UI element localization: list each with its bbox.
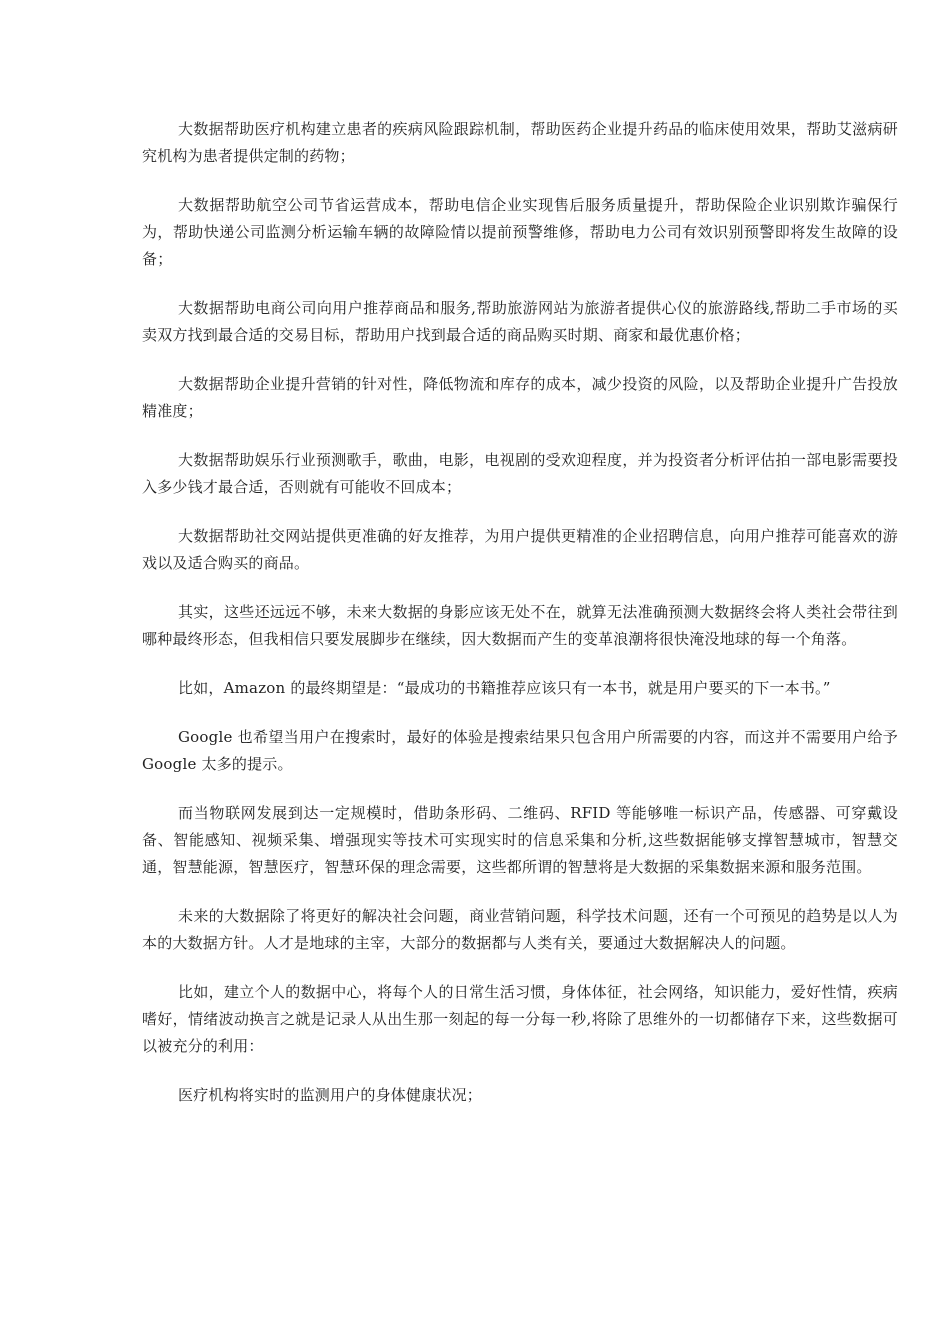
paragraph-people-oriented: 未来的大数据除了将更好的解决社会问题，商业营销问题，科学技术问题，还有一个可预见的趋势是以人为本的大数据方针。人才是地球的主宰，大部分的数据都与人类有关，要通过大数据解决人的问题。	[142, 907, 898, 952]
paragraph-marketing: 大数据帮助企业提升营销的针对性，降低物流和库存的成本，减少投资的风险，以及帮助企业提升广告投放精准度；	[142, 375, 898, 420]
paragraph-future: 其实，这些还远远不够，未来大数据的身影应该无处不在，就算无法准确预测大数据终会将人类社会带往到哪种最终形态，但我相信只要发展脚步在继续，因大数据而产生的变革浪潮将很快淹没地球的每一个角落。	[142, 603, 898, 648]
paragraph-google: Google 也希望当用户在搜索时，最好的体验是搜索结果只包含用户所需要的内容，而这并不需要用户给予 Google 太多的提示。	[142, 728, 898, 773]
paragraph-healthcare: 大数据帮助医疗机构建立患者的疾病风险跟踪机制，帮助医药企业提升药品的临床使用效果，帮助艾滋病研究机构为患者提供定制的药物；	[142, 120, 898, 165]
paragraph-enterprise: 大数据帮助航空公司节省运营成本，帮助电信企业实现售后服务质量提升，帮助保险企业识别欺诈骗保行为，帮助快递公司监测分析运输车辆的故障险情以提前预警维修，帮助电力公司有效识别预警即将发生故障的设备；	[142, 196, 898, 268]
document-body	[142, 116, 898, 1131]
paragraph-amazon: 比如，Amazon 的最终期望是：“最成功的书籍推荐应该只有一本书，就是用户要买的下一本书。”	[178, 679, 831, 697]
paragraph-personal-data: 比如，建立个人的数据中心，将每个人的日常生活习惯，身体体征，社会网络，知识能力，爱好性情，疾病嗜好，情绪波动换言之就是记录人从出生那一刻起的每一分每一秒,将除了思维外的一切都储存下来，这些数据可以被充分的利用：	[142, 983, 898, 1055]
paragraph-social: 大数据帮助社交网站提供更准确的好友推荐，为用户提供更精准的企业招聘信息，向用户推荐可能喜欢的游戏以及适合购买的商品。	[142, 527, 898, 572]
paragraph-medical-monitoring: 医疗机构将实时的监测用户的身体健康状况；	[178, 1086, 483, 1104]
paragraph-ecommerce: 大数据帮助电商公司向用户推荐商品和服务,帮助旅游网站为旅游者提供心仪的旅游路线,帮助二手市场的买卖双方找到最合适的交易目标，帮助用户找到最合适的商品购买时期、商家和最优惠价格；	[142, 299, 898, 344]
paragraph-iot: 而当物联网发展到达一定规模时，借助条形码、二维码、RFID 等能够唯一标识产品，传感器、可穿戴设备、智能感知、视频采集、增强现实等技术可实现实时的信息采集和分析,这些数据能够支撑智慧城市，智慧交通，智慧能源，智慧医疗，智慧环保的理念需要，这些都所谓的智慧将是大数据的采集数据来源和服务范围。	[142, 804, 898, 876]
paragraph-entertainment: 大数据帮助娱乐行业预测歌手，歌曲，电影，电视剧的受欢迎程度，并为投资者分析评估拍一部电影需要投入多少钱才最合适，否则就有可能收不回成本；	[142, 451, 898, 496]
